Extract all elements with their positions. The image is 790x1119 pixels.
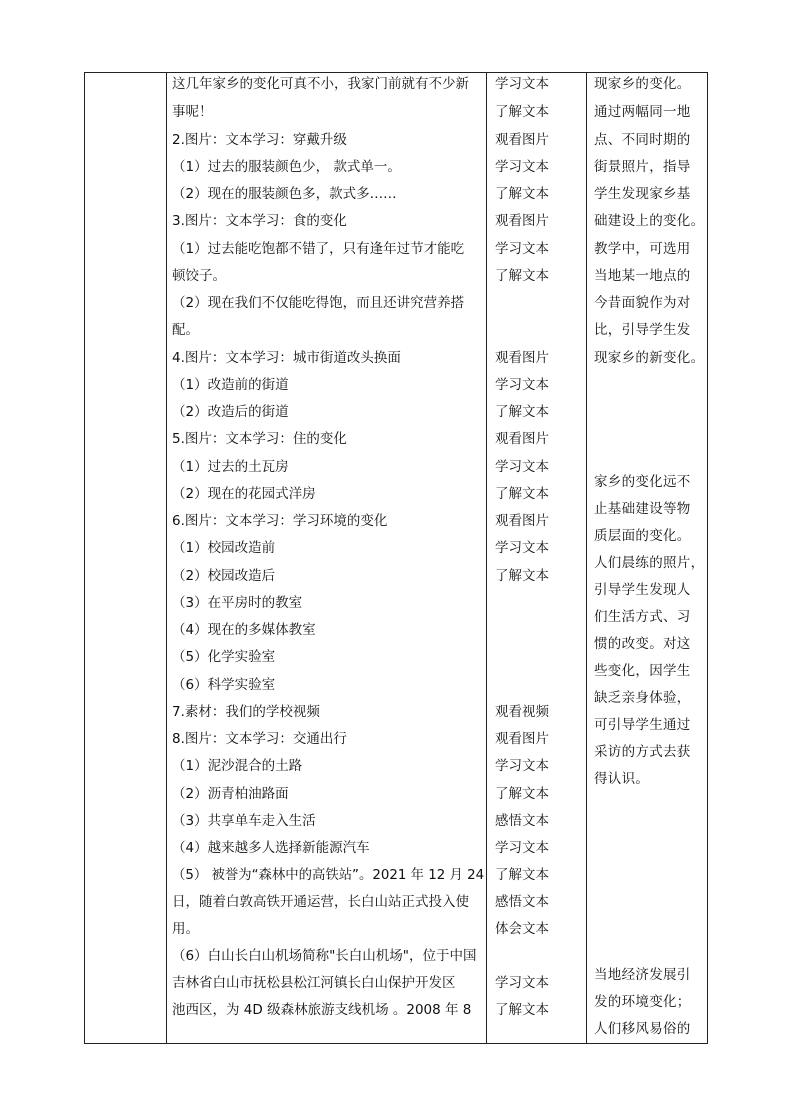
activity-item: 学习文本 [495,540,549,556]
table-bottom-border [84,1043,707,1044]
content-line: （1）泥沙混合的土路 [172,758,303,774]
content-line: （4）现在的多媒体教室 [172,622,316,638]
activity-item: 观看视频 [495,704,549,720]
note-line: 惯的改变。对这 [594,636,691,652]
content-line: （2）校园改造后 [172,568,276,584]
table-border-col2-left [166,72,167,1044]
content-line: （1）过去的服装颜色少， 款式单一。 [172,159,401,175]
note-line: 止基础建设等物 [594,501,691,517]
content-line: 6.图片：文本学习：学习环境的变化 [172,513,388,529]
note-line: 点、不同时期的 [594,132,691,148]
activity-item: 学习文本 [495,840,549,856]
note-line: 学生发现家乡基 [594,186,691,202]
content-line: 4.图片：文本学习：城市街道改头换面 [172,350,401,366]
activity-item: 了解文本 [495,404,549,420]
content-line: （2）现在的花园式洋房 [172,486,316,502]
table-border-col3-left [486,72,487,1044]
activity-item: 学习文本 [495,76,549,92]
content-line: （2）现在我们不仅能吃得饱，而且还讲究营养搭 [172,295,465,311]
note-line: 人们晨练的照片， [594,555,705,571]
content-line: 配。 [172,322,199,338]
activity-item: 学习文本 [495,241,549,257]
note-line: 教学中，可选用 [594,241,691,257]
activity-item: 感悟文本 [495,813,549,829]
content-line: 5.图片：文本学习：住的变化 [172,431,347,447]
note-line: 发的环境变化； [594,994,691,1010]
content-line: （1）过去能吃饱都不错了，只有逢年过节才能吃 [172,241,465,257]
note-line: 些变化，因学生 [594,663,691,679]
content-line: 日，随着白敦高铁开通运营，长白山站正式投入使 [172,894,469,910]
content-line: （1）改造前的街道 [172,377,289,393]
activity-item: 学习文本 [495,159,549,175]
table-border-col4-left [586,72,587,1044]
note-line: 采访的方式去获 [594,744,691,760]
content-line: 顿饺子。 [172,268,226,284]
content-line: （2）现在的服装颜色多，款式多…… [172,186,397,202]
note-line: 通过两幅同一地 [594,104,691,120]
activity-item: 学习文本 [495,459,549,475]
content-line: （5） 被誉为“森林中的高铁站”。2021 年 12 月 24 [172,867,485,883]
note-line: 缺乏亲身体验， [594,690,691,706]
table-top-border [84,72,707,73]
activity-item: 观看图片 [495,132,549,148]
note-line: 得认识。 [594,771,650,787]
activity-item: 体会文本 [495,921,549,937]
content-line: （3）在平房时的教室 [172,595,303,611]
activity-item: 了解文本 [495,486,549,502]
content-line: （6）白山长白山机场简称"长白山机场"，位于中国 [172,948,477,964]
table-border-col1-left [84,72,85,1044]
content-line: 吉林省白山市抚松县松江河镇长白山保护开发区 [172,975,456,991]
note-line: 现家乡的新变化。 [594,350,705,366]
content-line: 用。 [172,921,199,937]
content-line: （1）校园改造前 [172,540,276,556]
table-border-right [707,72,708,1044]
note-line: 引导学生发现人 [594,582,691,598]
content-line: （5）化学实验室 [172,649,276,665]
activity-item: 观看图片 [495,513,549,529]
content-line: 2.图片：文本学习：穿戴升级 [172,132,347,148]
note-line: 家乡的变化远不 [594,474,691,490]
note-line: 人们移风易俗的 [594,1021,691,1037]
content-line: 7.素材：我们的学校视频 [172,704,320,720]
note-line: 今昔面貌作为对 [594,295,691,311]
content-line: 3.图片：文本学习：食的变化 [172,213,347,229]
activity-item: 观看图片 [495,350,549,366]
activity-item: 感悟文本 [495,894,549,910]
activity-item: 学习文本 [495,975,549,991]
content-line: （6）科学实验室 [172,677,276,693]
note-line: 们生活方式、习 [594,609,691,625]
content-line: 8.图片：文本学习：交通出行 [172,731,347,747]
activity-item: 了解文本 [495,1002,549,1018]
activity-item: 学习文本 [495,377,549,393]
content-line: （1）过去的土瓦房 [172,459,289,475]
activity-item: 观看图片 [495,731,549,747]
note-line: 可引导学生通过 [594,717,691,733]
note-line: 质层面的变化。 [594,528,691,544]
activity-item: 学习文本 [495,758,549,774]
content-line: （3）共享单车走入生活 [172,813,316,829]
note-line: 比，引导学生发 [594,322,691,338]
content-line: （2）改造后的街道 [172,404,289,420]
activity-item: 了解文本 [495,268,549,284]
activity-item: 了解文本 [495,867,549,883]
activity-item: 了解文本 [495,786,549,802]
note-line: 础建设上的变化。 [594,213,705,229]
activity-item: 观看图片 [495,431,549,447]
content-line: 这几年家乡的变化可真不小，我家门前就有不少新 [172,76,469,92]
content-line: 池西区，为 4D 级森林旅游支线机场 。2008 年 8 [172,1002,472,1018]
activity-item: 观看图片 [495,213,549,229]
activity-item: 了解文本 [495,186,549,202]
note-line: 现家乡的变化。 [594,76,691,92]
content-line: 事呢！ [172,104,213,120]
content-line: （4）越来越多人选择新能源汽车 [172,840,370,856]
content-line: （2）沥青柏油路面 [172,786,289,802]
activity-item: 了解文本 [495,104,549,120]
note-line: 街景照片，指导 [594,159,691,175]
activity-item: 了解文本 [495,568,549,584]
note-line: 当地某一地点的 [594,268,691,284]
note-line: 当地经济发展引 [594,967,691,983]
